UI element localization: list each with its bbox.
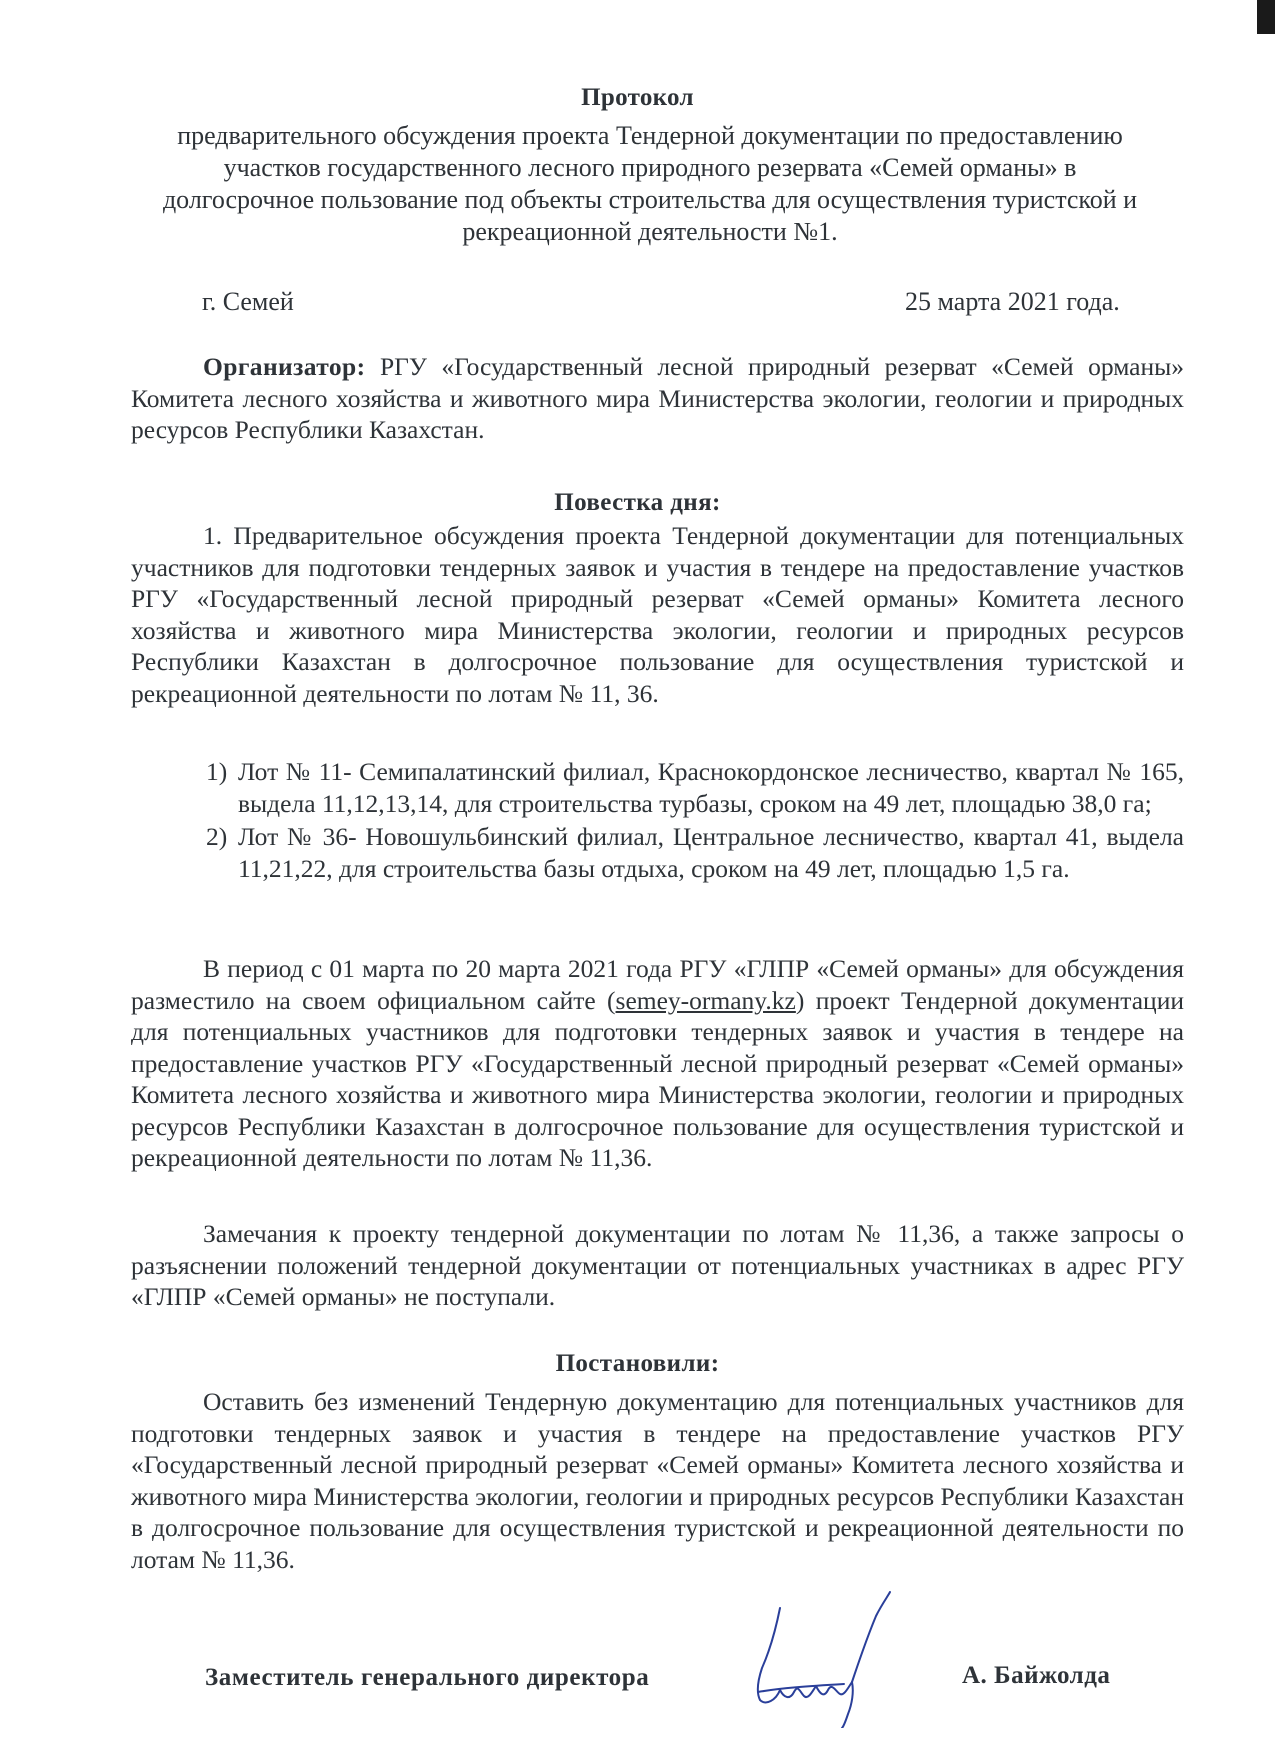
document-subtitle: предварительного обсуждения проекта Тендерной документации по предоставлению участков государственного лесного природного резервата «Семей орманы» в долгосрочное пользование под объекты строительства для осуществления туристской и рекреационной деятельности №1. <box>162 121 1138 246</box>
list-item <box>206 756 1184 819</box>
resolution-heading: Постановили: <box>555 1350 720 1377</box>
lot-number: 2) <box>206 822 228 851</box>
signer-name: А. Байжолда <box>962 1662 1111 1689</box>
handwritten-signature <box>740 1588 910 1728</box>
document-title: Протокол <box>581 84 694 111</box>
agenda-item-number: 1. <box>203 521 223 550</box>
organizer-label: Организатор: <box>203 352 366 381</box>
lot-text: Лот № 36- Новошульбинский филиал, Центральное лесничество, квартал 41, выдела 11,21,22, для строительства базы отдыха, сроком на 49 лет, площадью 1,5 га. <box>238 822 1184 883</box>
site-link[interactable]: semey-ormany.kz <box>615 985 796 1015</box>
organizer-paragraph <box>131 351 1184 446</box>
document-date: 25 марта 2021 года. <box>905 287 1120 316</box>
list-item <box>206 821 1184 884</box>
remarks-paragraph: Замечания к проекту тендерной документации по лотам № 11,36, а также запросы о разъяснении положений тендерной документации от потенциальных участниках в адрес РГУ «ГЛПР «Семей орманы» не поступали. <box>131 1219 1184 1311</box>
lot-number: 1) <box>206 757 228 786</box>
period-text-after: ) проект Тендерной документации для потенциальных участников для подготовки тендерных заявок и участия в тендере на предоставление участков РГУ «Государственный лесной природный резерват «Семей орманы» Комитета лесного хозяйства и животного мира Министерства экологии, геологии и природных ресурсов Республики Казахстан в долгосрочное пользование для осуществления туристской и рекреационной деятельности по лотам № 11,36. <box>131 985 1184 1172</box>
lot-text: Лот № 11- Семипалатинский филиал, Краснокордонское лесничество, квартал № 165, выдела 11,12,13,14, для строительства турбазы, сроком на 49 лет, площадью 38,0 га; <box>238 757 1184 818</box>
lots-list <box>206 756 1184 884</box>
period-paragraph <box>131 953 1184 1174</box>
agenda-item <box>131 520 1184 709</box>
document-place: г. Семей <box>202 287 294 316</box>
signer-role: Заместитель генерального директора <box>205 1664 650 1691</box>
resolution-paragraph: Оставить без изменений Тендерную документацию для потенциальных участников для подготовки тендерных заявок и участия в тендере на предоставление участков РГУ «Государственный лесной природный резерват «Семей орманы» Комитета лесного хозяйства и животного мира Министерства экологии, геологии и природных ресурсов Республики Казахстан в долгосрочное пользование для осуществления туристской и рекреационной деятельности по лотам № 11,36. <box>131 1387 1184 1574</box>
organizer-text: РГУ «Государственный лесной природный резерват «Семей орманы» Комитета лесного хозяйства и животного мира Министерства экологии, геологии и природных ресурсов Республики Казахстан. <box>131 352 1185 444</box>
agenda-item-text: Предварительное обсуждения проекта Тендерной документации для потенциальных участников для подготовки тендерных заявок и участия в тендере на предоставление участков РГУ «Государственный лесной природный резерват «Семей орманы» Комитета лесного хозяйства и животного мира Министерства экологии, геологии и природных ресурсов Республики Казахстан в долгосрочное пользование для осуществления туристской и рекреационной деятельности по лотам № 11, 36. <box>131 521 1185 708</box>
scan-corner-mark <box>1257 0 1275 34</box>
agenda-heading: Повестка дня: <box>554 489 721 516</box>
period-text-before: В период с 01 марта по 20 марта 2021 года РГУ «ГЛПР «Семей орманы» для обсуждения разместило на своем официальном сайте ( <box>131 954 1184 1015</box>
